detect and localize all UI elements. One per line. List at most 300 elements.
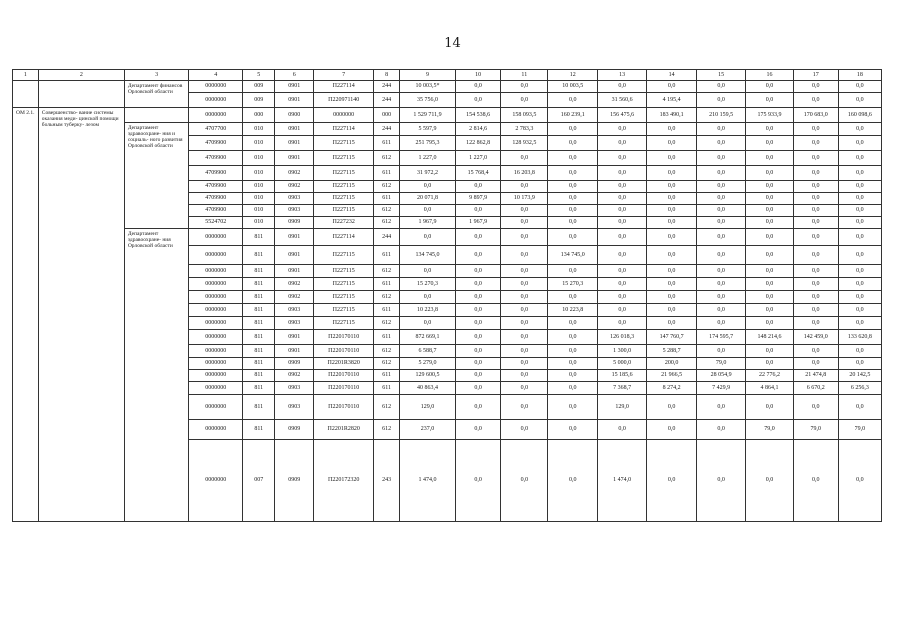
amount-cell: 2 783,3 xyxy=(501,123,548,136)
amount-cell: 0,0 xyxy=(793,291,838,304)
amount-cell: 1 474,0 xyxy=(400,440,456,522)
code-cell: 0901 xyxy=(275,229,314,246)
amount-cell: 0,0 xyxy=(456,278,501,291)
code-cell: 811 xyxy=(243,330,275,345)
amount-cell: 0,0 xyxy=(746,317,793,330)
amount-cell: 0,0 xyxy=(696,181,745,193)
code-cell: 0000000 xyxy=(189,330,243,345)
code-cell: 612 xyxy=(374,358,400,370)
amount-cell: 237,0 xyxy=(400,420,456,440)
executor-cell xyxy=(124,108,189,123)
amount-cell: 21 966,5 xyxy=(647,370,696,382)
amount-cell: 0,0 xyxy=(696,123,745,136)
column-number-row xyxy=(13,70,882,81)
amount-cell: 0,0 xyxy=(838,193,881,205)
code-cell: 0000000 xyxy=(189,81,243,93)
amount-cell: 0,0 xyxy=(597,420,646,440)
amount-cell: 0,0 xyxy=(793,278,838,291)
amount-cell: 0,0 xyxy=(793,395,838,420)
amount-cell: 0,0 xyxy=(793,205,838,217)
code-cell: П227115 xyxy=(314,291,374,304)
amount-cell: 20 071,8 xyxy=(400,193,456,205)
amount-cell: 22 776,2 xyxy=(746,370,793,382)
amount-cell: 35 756,0 xyxy=(400,93,456,108)
amount-cell: 0,0 xyxy=(746,181,793,193)
code-cell: 611 xyxy=(374,382,400,395)
amount-cell: 0,0 xyxy=(647,246,696,265)
amount-cell: 0,0 xyxy=(647,123,696,136)
code-cell: 0000000 xyxy=(189,382,243,395)
amount-cell: 0,0 xyxy=(548,181,597,193)
code-cell: П227114 xyxy=(314,81,374,93)
code-cell: 611 xyxy=(374,246,400,265)
amount-cell: 0,0 xyxy=(456,317,501,330)
amount-cell: 0,0 xyxy=(696,151,745,166)
column-number-16: 16 xyxy=(746,70,793,81)
amount-cell: 0,0 xyxy=(746,93,793,108)
amount-cell: 0,0 xyxy=(793,136,838,151)
column-number-14: 14 xyxy=(647,70,696,81)
amount-cell: 7 429,9 xyxy=(696,382,745,395)
amount-cell: 0,0 xyxy=(597,278,646,291)
code-cell: П227115 xyxy=(314,205,374,217)
amount-cell: 0,0 xyxy=(456,81,501,93)
amount-cell: 183 490,1 xyxy=(647,108,696,123)
code-cell: 0000000 xyxy=(189,108,243,123)
amount-cell: 9 897,9 xyxy=(456,193,501,205)
amount-cell: 0,0 xyxy=(456,395,501,420)
amount-cell: 0,0 xyxy=(696,345,745,358)
code-cell: 4707700 xyxy=(189,123,243,136)
amount-cell: 0,0 xyxy=(548,93,597,108)
amount-cell: 0,0 xyxy=(548,193,597,205)
amount-cell: 126 018,3 xyxy=(597,330,646,345)
code-cell: 0902 xyxy=(275,181,314,193)
amount-cell: 15 270,3 xyxy=(548,278,597,291)
code-cell: 010 xyxy=(243,205,275,217)
amount-cell: 129,0 xyxy=(400,395,456,420)
measure-code-empty xyxy=(13,81,39,108)
amount-cell: 0,0 xyxy=(501,440,548,522)
code-cell: П227115 xyxy=(314,317,374,330)
amount-cell: 0,0 xyxy=(793,217,838,229)
column-number-5: 5 xyxy=(243,70,275,81)
code-cell: П2201R2820 xyxy=(314,420,374,440)
amount-cell: 0,0 xyxy=(838,345,881,358)
code-cell: 0902 xyxy=(275,278,314,291)
amount-cell: 8 274,2 xyxy=(647,382,696,395)
amount-cell: 0,0 xyxy=(838,136,881,151)
amount-cell: 0,0 xyxy=(746,246,793,265)
code-cell: 612 xyxy=(374,291,400,304)
amount-cell: 1 967,9 xyxy=(456,217,501,229)
amount-cell: 1 300,0 xyxy=(597,345,646,358)
code-cell: 5524702 xyxy=(189,217,243,229)
amount-cell: 129,0 xyxy=(597,395,646,420)
amount-cell: 0,0 xyxy=(746,291,793,304)
amount-cell: 0,0 xyxy=(501,81,548,93)
amount-cell: 0,0 xyxy=(647,166,696,181)
column-number-10: 10 xyxy=(456,70,501,81)
amount-cell: 0,0 xyxy=(501,395,548,420)
amount-cell: 0,0 xyxy=(696,193,745,205)
code-cell: 612 xyxy=(374,181,400,193)
code-cell: 244 xyxy=(374,81,400,93)
amount-cell: 0,0 xyxy=(647,205,696,217)
amount-cell: 0,0 xyxy=(838,291,881,304)
code-cell: 0903 xyxy=(275,395,314,420)
amount-cell: 0,0 xyxy=(696,317,745,330)
amount-cell: 0,0 xyxy=(456,181,501,193)
amount-cell: 0,0 xyxy=(548,123,597,136)
code-cell: 4709900 xyxy=(189,181,243,193)
table-row xyxy=(13,123,882,136)
code-cell: 811 xyxy=(243,246,275,265)
amount-cell: 0,0 xyxy=(456,93,501,108)
amount-cell: 0,0 xyxy=(838,395,881,420)
amount-cell: 0,0 xyxy=(838,181,881,193)
amount-cell: 175 933,9 xyxy=(746,108,793,123)
amount-cell: 0,0 xyxy=(696,93,745,108)
amount-cell: 122 862,8 xyxy=(456,136,501,151)
amount-cell: 0,0 xyxy=(597,304,646,317)
amount-cell: 0,0 xyxy=(838,304,881,317)
amount-cell: 0,0 xyxy=(746,193,793,205)
code-cell: 4709900 xyxy=(189,166,243,181)
amount-cell: 0,0 xyxy=(597,217,646,229)
amount-cell: 0,0 xyxy=(548,345,597,358)
amount-cell: 0,0 xyxy=(501,420,548,440)
code-cell: П227115 xyxy=(314,136,374,151)
amount-cell: 154 538,6 xyxy=(456,108,501,123)
code-cell: 010 xyxy=(243,193,275,205)
code-cell: П227115 xyxy=(314,193,374,205)
amount-cell: 0,0 xyxy=(696,304,745,317)
amount-cell: 0,0 xyxy=(696,166,745,181)
amount-cell: 28 054,9 xyxy=(696,370,745,382)
amount-cell: 0,0 xyxy=(838,93,881,108)
code-cell: П227115 xyxy=(314,151,374,166)
amount-cell: 0,0 xyxy=(597,123,646,136)
amount-cell: 0,0 xyxy=(696,246,745,265)
code-cell: 0903 xyxy=(275,382,314,395)
code-cell: П227114 xyxy=(314,229,374,246)
measure-name: Совершенство- вание системы оказания меди- цинской помощи больным туберку- лезом xyxy=(38,108,124,522)
column-number-15: 15 xyxy=(696,70,745,81)
amount-cell: 129 600,5 xyxy=(400,370,456,382)
amount-cell: 0,0 xyxy=(501,278,548,291)
amount-cell: 0,0 xyxy=(456,345,501,358)
measure-name-empty xyxy=(38,81,124,108)
amount-cell: 0,0 xyxy=(696,440,745,522)
amount-cell: 1 967,9 xyxy=(400,217,456,229)
code-cell: П227115 xyxy=(314,304,374,317)
amount-cell: 0,0 xyxy=(746,265,793,278)
code-cell: 0900 xyxy=(275,108,314,123)
amount-cell: 79,0 xyxy=(793,420,838,440)
amount-cell: 2 814,6 xyxy=(456,123,501,136)
code-cell: 811 xyxy=(243,291,275,304)
amount-cell: 133 620,8 xyxy=(838,330,881,345)
amount-cell: 0,0 xyxy=(838,317,881,330)
amount-cell: 0,0 xyxy=(597,136,646,151)
amount-cell: 79,0 xyxy=(746,420,793,440)
amount-cell: 0,0 xyxy=(838,265,881,278)
code-cell: 611 xyxy=(374,370,400,382)
amount-cell: 0,0 xyxy=(548,330,597,345)
code-cell: 611 xyxy=(374,136,400,151)
column-number-1: 1 xyxy=(13,70,39,81)
code-cell: 611 xyxy=(374,304,400,317)
code-cell: 0000000 xyxy=(189,317,243,330)
amount-cell: 0,0 xyxy=(838,123,881,136)
amount-cell: 0,0 xyxy=(647,440,696,522)
amount-cell: 0,0 xyxy=(647,265,696,278)
code-cell: 0000000 xyxy=(189,420,243,440)
code-cell: 0901 xyxy=(275,123,314,136)
amount-cell: 0,0 xyxy=(793,304,838,317)
code-cell: П227115 xyxy=(314,278,374,291)
code-cell: 811 xyxy=(243,382,275,395)
code-cell: 811 xyxy=(243,358,275,370)
amount-cell: 0,0 xyxy=(647,151,696,166)
amount-cell: 0,0 xyxy=(696,395,745,420)
amount-cell: 31 972,2 xyxy=(400,166,456,181)
amount-cell: 210 159,5 xyxy=(696,108,745,123)
amount-cell: 0,0 xyxy=(501,304,548,317)
column-number-18: 18 xyxy=(838,70,881,81)
amount-cell: 0,0 xyxy=(647,395,696,420)
amount-cell: 10 003,5 xyxy=(548,81,597,93)
amount-cell: 1 227,0 xyxy=(456,151,501,166)
column-number-12: 12 xyxy=(548,70,597,81)
amount-cell: 148 214,6 xyxy=(746,330,793,345)
amount-cell: 0,0 xyxy=(548,440,597,522)
amount-cell: 6 256,3 xyxy=(838,382,881,395)
amount-cell: 0,0 xyxy=(647,136,696,151)
amount-cell: 0,0 xyxy=(746,136,793,151)
amount-cell: 0,0 xyxy=(647,81,696,93)
amount-cell: 5 597,9 xyxy=(400,123,456,136)
table-row xyxy=(13,81,882,93)
amount-cell: 0,0 xyxy=(400,265,456,278)
code-cell: 010 xyxy=(243,217,275,229)
amount-cell: 0,0 xyxy=(501,205,548,217)
code-cell: 611 xyxy=(374,330,400,345)
amount-cell: 0,0 xyxy=(647,420,696,440)
amount-cell: 20 142,5 xyxy=(838,370,881,382)
amount-cell: 10 223,8 xyxy=(548,304,597,317)
amount-cell: 10 223,8 xyxy=(400,304,456,317)
code-cell: 010 xyxy=(243,136,275,151)
amount-cell: 0,0 xyxy=(456,229,501,246)
amount-cell: 0,0 xyxy=(838,205,881,217)
amount-cell: 0,0 xyxy=(456,291,501,304)
code-cell: 612 xyxy=(374,151,400,166)
column-number-17: 17 xyxy=(793,70,838,81)
code-cell: 0901 xyxy=(275,345,314,358)
amount-cell: 0,0 xyxy=(746,151,793,166)
amount-cell: 0,0 xyxy=(793,345,838,358)
amount-cell: 174 595,7 xyxy=(696,330,745,345)
amount-cell: 5 000,0 xyxy=(597,358,646,370)
code-cell: 0909 xyxy=(275,440,314,522)
code-cell: 612 xyxy=(374,317,400,330)
amount-cell: 0,0 xyxy=(597,166,646,181)
amount-cell: 0,0 xyxy=(696,229,745,246)
amount-cell: 5 288,7 xyxy=(647,345,696,358)
code-cell: 000 xyxy=(243,108,275,123)
amount-cell: 0,0 xyxy=(647,181,696,193)
amount-cell: 0,0 xyxy=(548,229,597,246)
amount-cell: 0,0 xyxy=(838,278,881,291)
code-cell: 4709900 xyxy=(189,136,243,151)
amount-cell: 10 173,9 xyxy=(501,193,548,205)
amount-cell: 15 270,3 xyxy=(400,278,456,291)
code-cell: 0903 xyxy=(275,193,314,205)
amount-cell: 0,0 xyxy=(793,181,838,193)
amount-cell: 0,0 xyxy=(793,440,838,522)
code-cell: 0909 xyxy=(275,358,314,370)
amount-cell: 0,0 xyxy=(838,151,881,166)
code-cell: П220170110 xyxy=(314,382,374,395)
amount-cell: 10 003,5* xyxy=(400,81,456,93)
column-number-6: 6 xyxy=(275,70,314,81)
amount-cell: 0,0 xyxy=(456,330,501,345)
amount-cell: 0,0 xyxy=(501,151,548,166)
code-cell: 811 xyxy=(243,265,275,278)
code-cell: П227115 xyxy=(314,246,374,265)
amount-cell: 0,0 xyxy=(501,358,548,370)
amount-cell: 0,0 xyxy=(793,265,838,278)
code-cell: 0901 xyxy=(275,81,314,93)
code-cell: 0000000 xyxy=(189,345,243,358)
amount-cell: 0,0 xyxy=(597,181,646,193)
code-cell: 0901 xyxy=(275,151,314,166)
amount-cell: 0,0 xyxy=(456,265,501,278)
code-cell: П220170110 xyxy=(314,345,374,358)
amount-cell: 0,0 xyxy=(647,291,696,304)
amount-cell: 0,0 xyxy=(793,93,838,108)
table-row xyxy=(13,229,882,246)
column-number-8: 8 xyxy=(374,70,400,81)
amount-cell: 0,0 xyxy=(746,278,793,291)
code-cell: 0901 xyxy=(275,265,314,278)
amount-cell: 0,0 xyxy=(501,330,548,345)
code-cell: 0902 xyxy=(275,370,314,382)
amount-cell: 0,0 xyxy=(456,420,501,440)
amount-cell: 5 279,0 xyxy=(400,358,456,370)
amount-cell: 0,0 xyxy=(548,291,597,304)
amount-cell: 79,0 xyxy=(838,420,881,440)
amount-cell: 0,0 xyxy=(838,166,881,181)
amount-cell: 160 098,6 xyxy=(838,108,881,123)
amount-cell: 0,0 xyxy=(647,317,696,330)
amount-cell: 0,0 xyxy=(548,420,597,440)
amount-cell: 0,0 xyxy=(793,166,838,181)
amount-cell: 0,0 xyxy=(696,278,745,291)
amount-cell: 0,0 xyxy=(746,395,793,420)
code-cell: 010 xyxy=(243,166,275,181)
amount-cell: 170 683,0 xyxy=(793,108,838,123)
code-cell: 0000000 xyxy=(189,265,243,278)
amount-cell: 0,0 xyxy=(501,93,548,108)
code-cell: 811 xyxy=(243,317,275,330)
code-cell: 811 xyxy=(243,345,275,358)
amount-cell: 15 768,4 xyxy=(456,166,501,181)
amount-cell: 0,0 xyxy=(501,265,548,278)
amount-cell: 0,0 xyxy=(696,136,745,151)
amount-cell: 0,0 xyxy=(746,358,793,370)
code-cell: П227115 xyxy=(314,265,374,278)
amount-cell: 1 227,0 xyxy=(400,151,456,166)
code-cell: 0901 xyxy=(275,93,314,108)
amount-cell: 0,0 xyxy=(548,265,597,278)
amount-cell: 0,0 xyxy=(793,151,838,166)
amount-cell: 0,0 xyxy=(838,358,881,370)
executor-cell: Департамент здравоохране- ния и социаль- ного развития Орловской области xyxy=(124,123,189,229)
amount-cell: 0,0 xyxy=(746,304,793,317)
code-cell: 0901 xyxy=(275,246,314,265)
amount-cell: 0,0 xyxy=(746,166,793,181)
amount-cell: 0,0 xyxy=(793,123,838,136)
code-cell: П227114 xyxy=(314,123,374,136)
code-cell: П220170110 xyxy=(314,330,374,345)
code-cell: 0000000 xyxy=(189,93,243,108)
amount-cell: 0,0 xyxy=(456,205,501,217)
code-cell: 811 xyxy=(243,304,275,317)
amount-cell: 31 560,6 xyxy=(597,93,646,108)
amount-cell: 0,0 xyxy=(597,229,646,246)
code-cell: 244 xyxy=(374,123,400,136)
code-cell: 811 xyxy=(243,229,275,246)
amount-cell: 0,0 xyxy=(456,246,501,265)
code-cell: 0903 xyxy=(275,205,314,217)
column-number-9: 9 xyxy=(400,70,456,81)
code-cell: 611 xyxy=(374,278,400,291)
amount-cell: 0,0 xyxy=(501,317,548,330)
amount-cell: 0,0 xyxy=(838,217,881,229)
amount-cell: 0,0 xyxy=(597,246,646,265)
amount-cell: 0,0 xyxy=(696,205,745,217)
amount-cell: 1 474,0 xyxy=(597,440,646,522)
amount-cell: 0,0 xyxy=(456,440,501,522)
amount-cell: 0,0 xyxy=(597,81,646,93)
amount-cell: 0,0 xyxy=(793,317,838,330)
amount-cell: 0,0 xyxy=(793,81,838,93)
code-cell: 612 xyxy=(374,420,400,440)
amount-cell: 4 864,1 xyxy=(746,382,793,395)
code-cell: 007 xyxy=(243,440,275,522)
amount-cell: 0,0 xyxy=(548,358,597,370)
code-cell: 612 xyxy=(374,395,400,420)
amount-cell: 79,0 xyxy=(696,358,745,370)
amount-cell: 4 195,4 xyxy=(647,93,696,108)
amount-cell: 0,0 xyxy=(647,304,696,317)
code-cell: 612 xyxy=(374,217,400,229)
code-cell: 0000000 xyxy=(189,229,243,246)
code-cell: 0000000 xyxy=(189,370,243,382)
amount-cell: 6 588,7 xyxy=(400,345,456,358)
amount-cell: 0,0 xyxy=(548,382,597,395)
amount-cell: 16 203,8 xyxy=(501,166,548,181)
code-cell: П227115 xyxy=(314,166,374,181)
amount-cell: 0,0 xyxy=(548,395,597,420)
amount-cell: 0,0 xyxy=(548,370,597,382)
amount-cell: 0,0 xyxy=(746,123,793,136)
amount-cell: 0,0 xyxy=(501,345,548,358)
amount-cell: 0,0 xyxy=(746,229,793,246)
